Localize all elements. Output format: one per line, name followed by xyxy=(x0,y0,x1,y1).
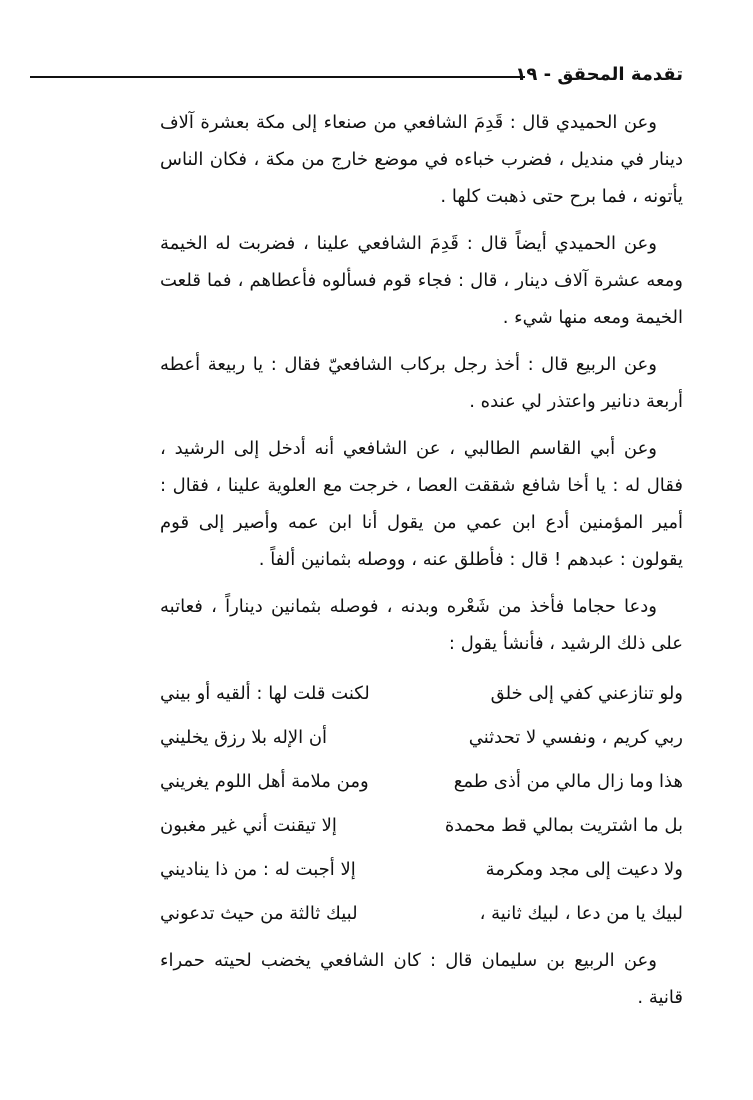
poem-verse xyxy=(160,760,683,804)
verse-first-hemistich: ولو تنازعني كفي إلى خلق xyxy=(490,683,683,704)
poem-verse xyxy=(160,892,683,936)
poem-verse xyxy=(160,804,683,848)
paragraph-closing: وعن الربيع بن سليمان قال : كان الشافعي يخضب لحيته حمراء قانية . xyxy=(160,950,683,1008)
verse-second-hemistich: ومن ملامة أهل اللوم يغريني xyxy=(160,771,369,792)
verse-first-hemistich: ربي كريم ، ونفسي لا تحدثني xyxy=(468,727,683,748)
verse-second-hemistich: إلا أجبت له : من ذا يناديني xyxy=(160,859,356,880)
verse-first-hemistich: بل ما اشتريت بمالي قط محمدة xyxy=(444,815,683,836)
paragraph-rabi: وعن الربيع قال : أخذ رجل بركاب الشافعيّ فقال : يا ربيعة أعطه أربعة دنانير واعتذر لي عنده . xyxy=(160,354,683,412)
paragraph-talibi: وعن أبي القاسم الطالبي ، عن الشافعي أنه أدخل إلى الرشيد ، فقال له : يا أخا شافع شققت العصا ، خرجت مع العلوية علينا ، فقال : أمير المؤمنين أدع ابن عمي من يقول أنا ابن عمه وأصير إلى قوم يقولون : عبدهم ! قال : فأطلق عنه ، ووصله بثمانين ألفاً . xyxy=(160,438,683,570)
verse-first-hemistich: لبيك يا من دعا ، لبيك ثانية ، xyxy=(479,903,683,924)
verse-second-hemistich: لبيك ثالثة من حيث تدعوني xyxy=(160,903,358,924)
verse-second-hemistich: إلا تيقنت أني غير مغبون xyxy=(160,815,337,836)
verse-first-hemistich: ولا دعيت إلى مجد ومكرمة xyxy=(485,859,683,880)
poem-verse xyxy=(160,716,683,760)
verse-second-hemistich: لكنت قلت لها : ألقيه أو بيني xyxy=(160,683,370,704)
verse-first-hemistich: هذا وما زال مالي من أذى طمع xyxy=(453,771,683,792)
paragraph-hajjam: ودعا حجاما فأخذ من شَعْره وبدنه ، فوصله بثمانين ديناراً ، فعاتبه على ذلك الرشيد ، فأنشأ يقول : xyxy=(160,596,683,654)
header-title: تقدمة المحقق - ١٩ xyxy=(515,64,683,85)
paragraph-humaydi-2: وعن الحميدي أيضاً قال : قَدِمَ الشافعي علينا ، فضربت له الخيمة ومعه عشرة آلاف دينار ، قال : فجاء قوم فسألوه فأعطاهم ، فما قلعت الخيمة ومعه منها شيء . xyxy=(160,233,683,328)
running-header xyxy=(30,64,683,88)
header-rule xyxy=(30,76,525,78)
page-body xyxy=(160,104,683,1026)
paragraph-humaydi-1: وعن الحميدي قال : قَدِمَ الشافعي من صنعاء إلى مكة بعشرة آلاف دينار في منديل ، فضرب خباءه في موضع خارج من مكة ، فكان الناس يأتونه ، فما برح حتى ذهبت كلها . xyxy=(160,112,683,207)
verse-second-hemistich: أن الإله بلا رزق يخليني xyxy=(160,727,328,748)
poem-verse xyxy=(160,848,683,892)
poem-verse xyxy=(160,672,683,716)
poem xyxy=(160,672,683,936)
